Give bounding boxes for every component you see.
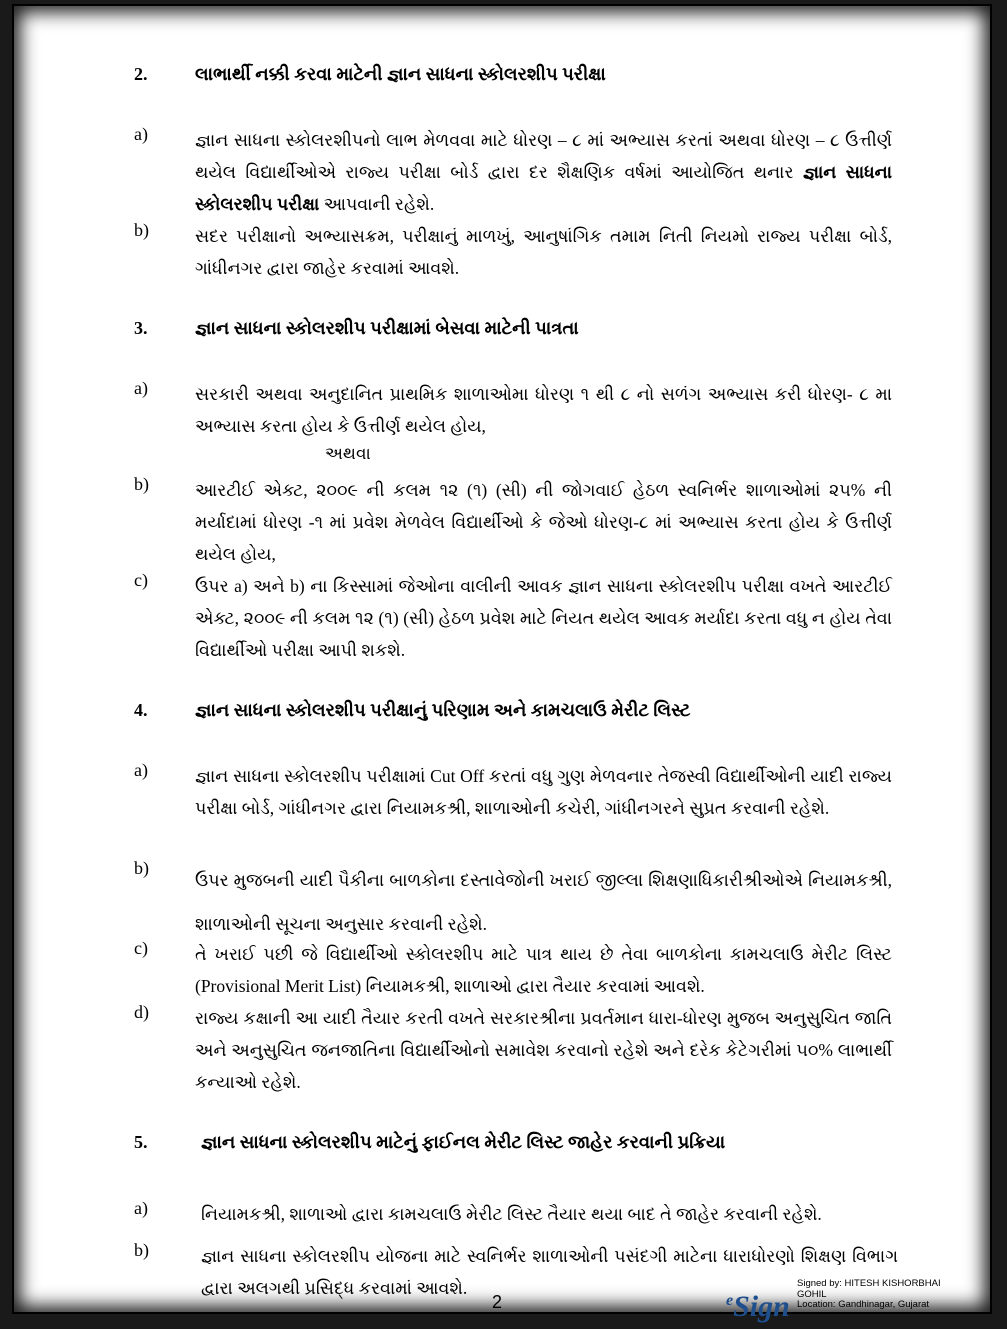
item-text: જ્ઞાન સાધના સ્કોલરશીપ પરીક્ષામાં Cut Off કરતાં વધુ ગુણ મેળવનાર તેજસ્વી વિદ્યાર્થીઓની યાદી રાજ્ય પરીક્ષા બોર્ડ, ગાંધીનગર દ્વારા નિયામકશ્રી, શાળાઓની કચેરી, ગાંધીનગરને સુપ્રત કરવાની રહેશે. (195, 766, 892, 818)
item-marker: c) (134, 938, 148, 958)
item-text: આરટીઈ એક્ટ, ૨૦૦૯ ની કલમ ૧૨ (૧) (સી) ની જોગવાઈ હેઠળ સ્વનિર્ભર શાળાઓમાં ૨૫% ની મર્યાદામાં ધોરણ -૧ માં પ્રવેશ મેળવેલ વિદ્યાર્થીઓ કે જેઓ ધોરણ-૮ માં અભ્યાસ કરતા હોય કે ઉત્તીર્ણ થયેલ હોય, (195, 480, 892, 564)
item-text: સરકારી અથવા અનુદાનિત પ્રાથમિક શાળાઓમા ધોરણ ૧ થી ૮ નો સળંગ અભ્યાસ કરી ધોરણ- ૮ મા અભ્યાસ કરતા હોય કે ઉત્તીર્ણ થયેલ હોય, (195, 384, 892, 436)
section-number: 5. (134, 1132, 148, 1152)
item-marker: a) (134, 760, 148, 780)
item-text: રાજ્ય કક્ષાની આ યાદી તૈયાર કરતી વખતે સરકારશ્રીના પ્રવર્તમાન ધારા-ધોરણ મુજબ અનુસુચિત જાતિ અને અનુસુચિત જનજાતિના વિદ્યાર્થીઓનો સમાવેશ કરવાનો રહેશે અને દરેક કેટેગરીમાં ૫૦% લાભાર્થી કન્યાઓ રહેશે. (195, 1008, 892, 1092)
item-text: તે ખરાઈ પછી જે વિદ્યાર્થીઓ સ્કોલરશીપ માટે પાત્ર થાય છે તેવા બાળકોના કામચલાઉ મેરીટ લિસ્ટ (Provisional Merit List) નિયામકશ્રી, શાળાઓ દ્વારા તૈયાર કરવામાં આવશે. (195, 944, 892, 996)
section-number: 2. (134, 64, 148, 84)
esign-logo-sign: Sign (733, 1290, 790, 1323)
item-marker: b) (134, 1240, 149, 1260)
item-text-part: આપવાની રહેશે. (319, 194, 435, 214)
item-marker: c) (134, 570, 148, 590)
item-marker: d) (134, 1002, 149, 1022)
or-text: અથવા (325, 444, 371, 463)
item-marker: b) (134, 220, 149, 240)
section-number: 3. (134, 318, 148, 338)
item-marker: a) (134, 124, 148, 144)
section-number: 4. (134, 700, 148, 720)
item-text: નિયામકશ્રી, શાળાઓ દ્વારા કામચલાઉ મેરીટ લિસ્ટ તૈયાર થયા બાદ તે જાહેર કરવાની રહેશે. (201, 1204, 822, 1224)
page-number: 2 (492, 1292, 503, 1312)
item-marker: a) (134, 1198, 148, 1218)
item-text-bold: જ્ઞાન સાધના સ્કોલરશીપ પરીક્ષા (195, 162, 893, 214)
item-text: ઉપર a) અને b) ના કિસ્સામાં જેઓના વાલીની આવક જ્ઞાન સાધના સ્કોલરશીપ પરીક્ષા વખતે આરટીઈ એક્ટ, ૨૦૦૯ ની કલમ ૧૨ (૧) (સી) હેઠળ પ્રવેશ માટે નિયત થયેલ આવક મર્યાદા કરતા વધુ ન હોય તેવા વિદ્યાર્થીઓ પરીક્ષા આપી શકશે. (195, 576, 892, 660)
item-marker: b) (134, 858, 149, 878)
signed-by-continued: GOHIL (797, 1288, 827, 1300)
digital-signature-block (797, 1279, 941, 1311)
item-marker: a) (134, 378, 148, 398)
item-marker: b) (134, 474, 149, 494)
document-page (12, 4, 992, 1323)
esign-logo-e: e (726, 1292, 734, 1309)
section-title: જ્ઞાન સાધના સ્કોલરશીપ પરીક્ષામાં બેસવા માટેની પાત્રતા (195, 318, 579, 338)
signed-by: Signed by: HITESH KISHORBHAI (797, 1278, 941, 1289)
item-text: ઉપર મુજબની યાદી પૈકીના બાળકોના દસ્તાવેજોની ખરાઈ જીલ્લા શિક્ષણાધિકારીશ્રીઓએ નિયામકશ્રી, શાળાઓની સૂચના અનુસાર કરવાની રહેશે. (195, 870, 892, 934)
section-title: જ્ઞાન સાધના સ્કોલરશીપ પરીક્ષાનું પરિણામ અને કામચલાઉ મેરીટ લિસ્ટ (195, 700, 691, 720)
signature-location: Location: Gandhinagar, Gujarat (797, 1299, 930, 1310)
item-text-part: જ્ઞાન સાધના સ્કોલરશીપનો લાભ મેળવવા માટે ધોરણ – ૮ માં અભ્યાસ કરતાં અથવા ધોરણ – ૮ ઉત્તીર્ણ થયેલ વિદ્યાર્થીઓએ રાજ્ય પરીક્ષા બોર્ડ દ્વારા દર શૈક્ષણિક વર્ષમાં આયોજિત થનાર (195, 130, 892, 182)
item-text: જ્ઞાન સાધના સ્કોલરશીપ યોજના માટે સ્વનિર્ભર શાળાઓની પસંદગી માટેના ધારાધોરણો શિક્ષણ વિભાગ દ્વારા અલગથી પ્રસિદ્ધ કરવામાં આવશે. (201, 1246, 898, 1298)
section-title: લાભાર્થી નક્કી કરવા માટેની જ્ઞાન સાધના સ્કોલરશીપ પરીક્ષા (195, 64, 606, 84)
item-text (195, 124, 892, 220)
item-text: સદર પરીક્ષાનો અભ્યાસક્રમ, પરીક્ષાનું માળખું, આનુષાંગિક તમામ નિતી નિયમો રાજ્ય પરીક્ષા બોર્ડ, ગાંધીનગર દ્વારા જાહેર કરવામાં આવશે. (195, 226, 892, 278)
section-title: જ્ઞાન સાધના સ્કોલરશીપ માટેનું ફાઈનલ મેરીટ લિસ્ટ જાહેર કરવાની પ્રક્રિયા (201, 1132, 726, 1152)
esign-logo (726, 1286, 790, 1322)
